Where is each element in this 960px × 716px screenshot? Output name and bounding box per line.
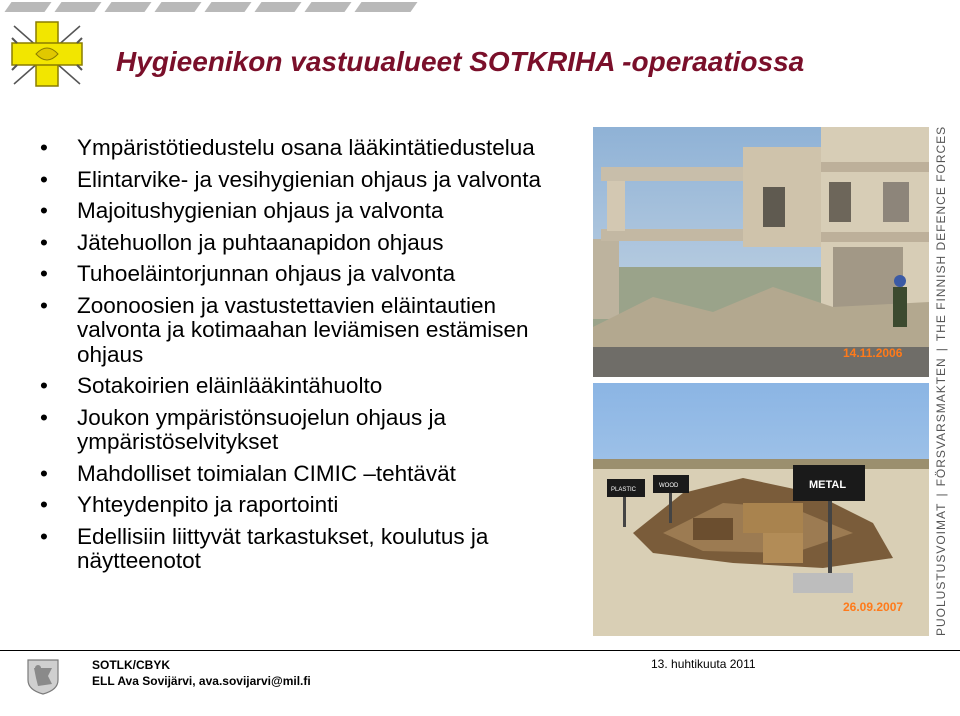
bullet-item: • Jätehuollon ja puhtaanapidon ohjaus [40,231,580,256]
defence-forces-side-text [930,125,952,636]
bullet-item: • Zoonoosien ja vastustettavien eläintautien valvonta ja kotimaahan leviämisen estämisen ohjaus [40,294,580,368]
stripe [54,2,101,12]
photo-date-stamp: 26.09.2007 [843,600,904,614]
stripe [154,2,201,12]
stripe [4,2,51,12]
bullet-item: • Edellisiin liittyvät tarkastukset, koulutus ja näytteenotot [40,525,580,574]
bullet-item: • Yhteydenpito ja raportointi [40,493,580,518]
side-separator: | [934,492,948,497]
bullet-item: • Tuhoeläintorjunnan ohjaus ja valvonta [40,262,580,287]
bullet-item: • Majoitushygienian ohjaus ja valvonta [40,199,580,224]
stripe [204,2,251,12]
bullet-item: • Elintarvike- ja vesihygienian ohjaus ja valvonta [40,168,580,193]
footer-org: SOTLK/CBYK [92,658,170,672]
waste-sorting-photo [593,383,929,636]
bullet-item: • Mahdolliset toimialan CIMIC –tehtävät [40,462,580,487]
footer-divider [0,650,960,651]
stripe [304,2,351,12]
footer-author: ELL Ava Sovijärvi, ava.sovijarvi@mil.fi [92,674,311,688]
side-text-sv: FÖRSVARSMAKTEN [934,357,948,487]
unit-emblem-logo [6,18,88,90]
footer-date: 13. huhtikuuta 2011 [651,657,756,671]
side-separator: | [934,347,948,352]
bullet-item: • Joukon ympäristönsuojelun ohjaus ja ympäristöselvitykset [40,406,580,455]
wood-sign-label: WOOD [659,483,679,489]
stripe [254,2,301,12]
photo-date-stamp: 14.11.2006 [843,346,903,360]
side-text-en: THE FINNISH DEFENCE FORCES [934,125,948,342]
bullet-item: • Ympäristötiedustelu osana lääkintätiedustelua [40,136,580,161]
plastic-sign-label: PLASTIC [611,487,637,493]
damaged-building-photo [593,127,929,377]
footer-author-block [92,657,311,689]
stripe [354,2,417,12]
top-stripe-decoration [0,0,420,14]
side-text-fi: PUOLUSTUSVOIMAT [934,502,948,636]
bullet-list [40,136,580,581]
metal-sign-label: METAL [809,479,847,491]
stripe [104,2,151,12]
bullet-item: • Sotakoirien eläinlääkintähuolto [40,374,580,399]
page-title: Hygieenikon vastuualueet SOTKRIHA -operaatiossa [116,46,805,77]
lion-crest-icon [24,656,62,696]
